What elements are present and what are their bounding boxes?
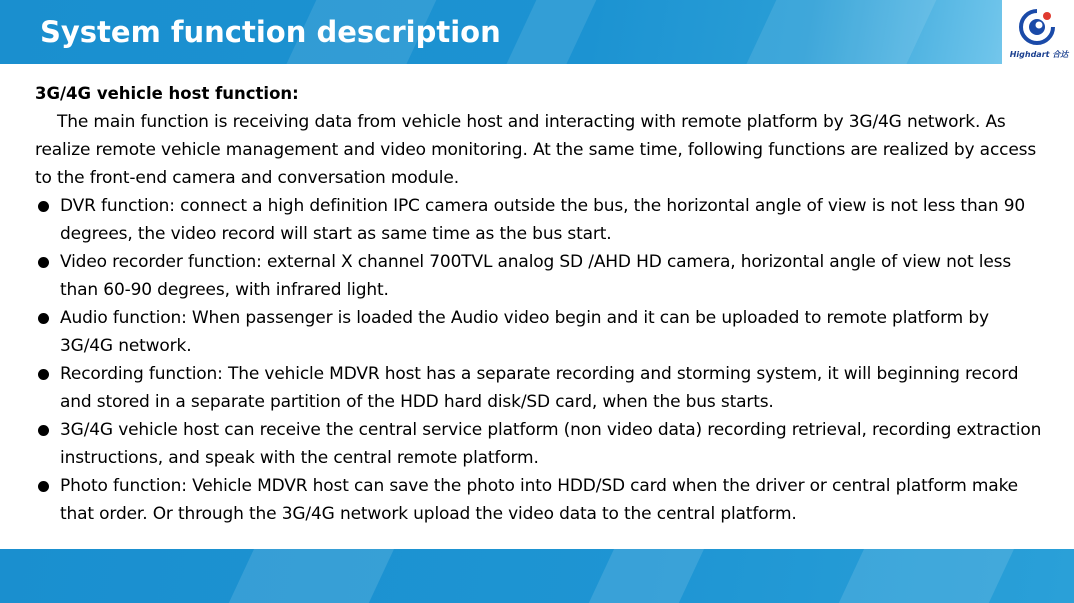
list-item <box>35 192 1045 248</box>
main-content <box>35 80 1045 528</box>
logo-text: Highdart 合达 <box>1009 50 1069 59</box>
bullet-dot-icon <box>38 257 49 268</box>
intro-paragraph: The main function is receiving data from vehicle host and interacting with remote platform by 3G/4G network. As realize remote vehicle management and video monitoring. At the same time, following functions are realized by access to the front-end camera and conversation module. <box>35 112 1037 188</box>
banner-streak <box>581 549 708 603</box>
section-heading: 3G/4G vehicle host function: <box>35 84 299 103</box>
list-item <box>35 416 1045 472</box>
list-item-text: Video recorder function: external X channel 700TVL analog SD /AHD HD camera, horizontal angle of view not less than 60-90 degrees, with infrared light. <box>60 252 1012 300</box>
bullet-dot-icon <box>38 201 49 212</box>
list-item-text: Photo function: Vehicle MDVR host can save the photo into HDD/SD card when the driver or central platform make that order. Or through the 3G/4G network upload the video data to the central platform. <box>60 476 1018 524</box>
list-item-text: 3G/4G vehicle host can receive the central service platform (non video data) recording retrieval, recording extraction instructions, and speak with the central remote platform. <box>60 420 1042 468</box>
list-item-text: Audio function: When passenger is loaded the Audio video begin and it can be uploaded to remote platform by 3G/4G network. <box>60 308 989 356</box>
header-banner <box>0 0 1074 64</box>
banner-streak <box>739 0 941 64</box>
page-title: System function description <box>40 15 501 49</box>
bullet-dot-icon <box>38 313 49 324</box>
list-item <box>35 472 1045 528</box>
footer-banner <box>0 549 1074 603</box>
banner-streak <box>831 549 1018 603</box>
bullet-dot-icon <box>38 369 49 380</box>
logo <box>1002 0 1074 64</box>
banner-streak <box>499 0 601 64</box>
list-item <box>35 360 1045 416</box>
banner-streak <box>221 549 398 603</box>
highdart-logo-icon <box>1018 8 1056 46</box>
list-item-text: Recording function: The vehicle MDVR host has a separate recording and storming system, it will beginning record and stored in a separate partition of the HDD hard disk/SD card, when the bus starts. <box>60 364 1019 412</box>
list-item <box>35 248 1045 304</box>
list-item-text: DVR function: connect a high definition IPC camera outside the bus, the horizontal angle of view is not less than 90 degrees, the video record will start as same time as the bus start. <box>60 196 1026 244</box>
bullet-dot-icon <box>38 425 49 436</box>
bullet-dot-icon <box>38 481 49 492</box>
list-item <box>35 304 1045 360</box>
function-list <box>35 192 1045 528</box>
